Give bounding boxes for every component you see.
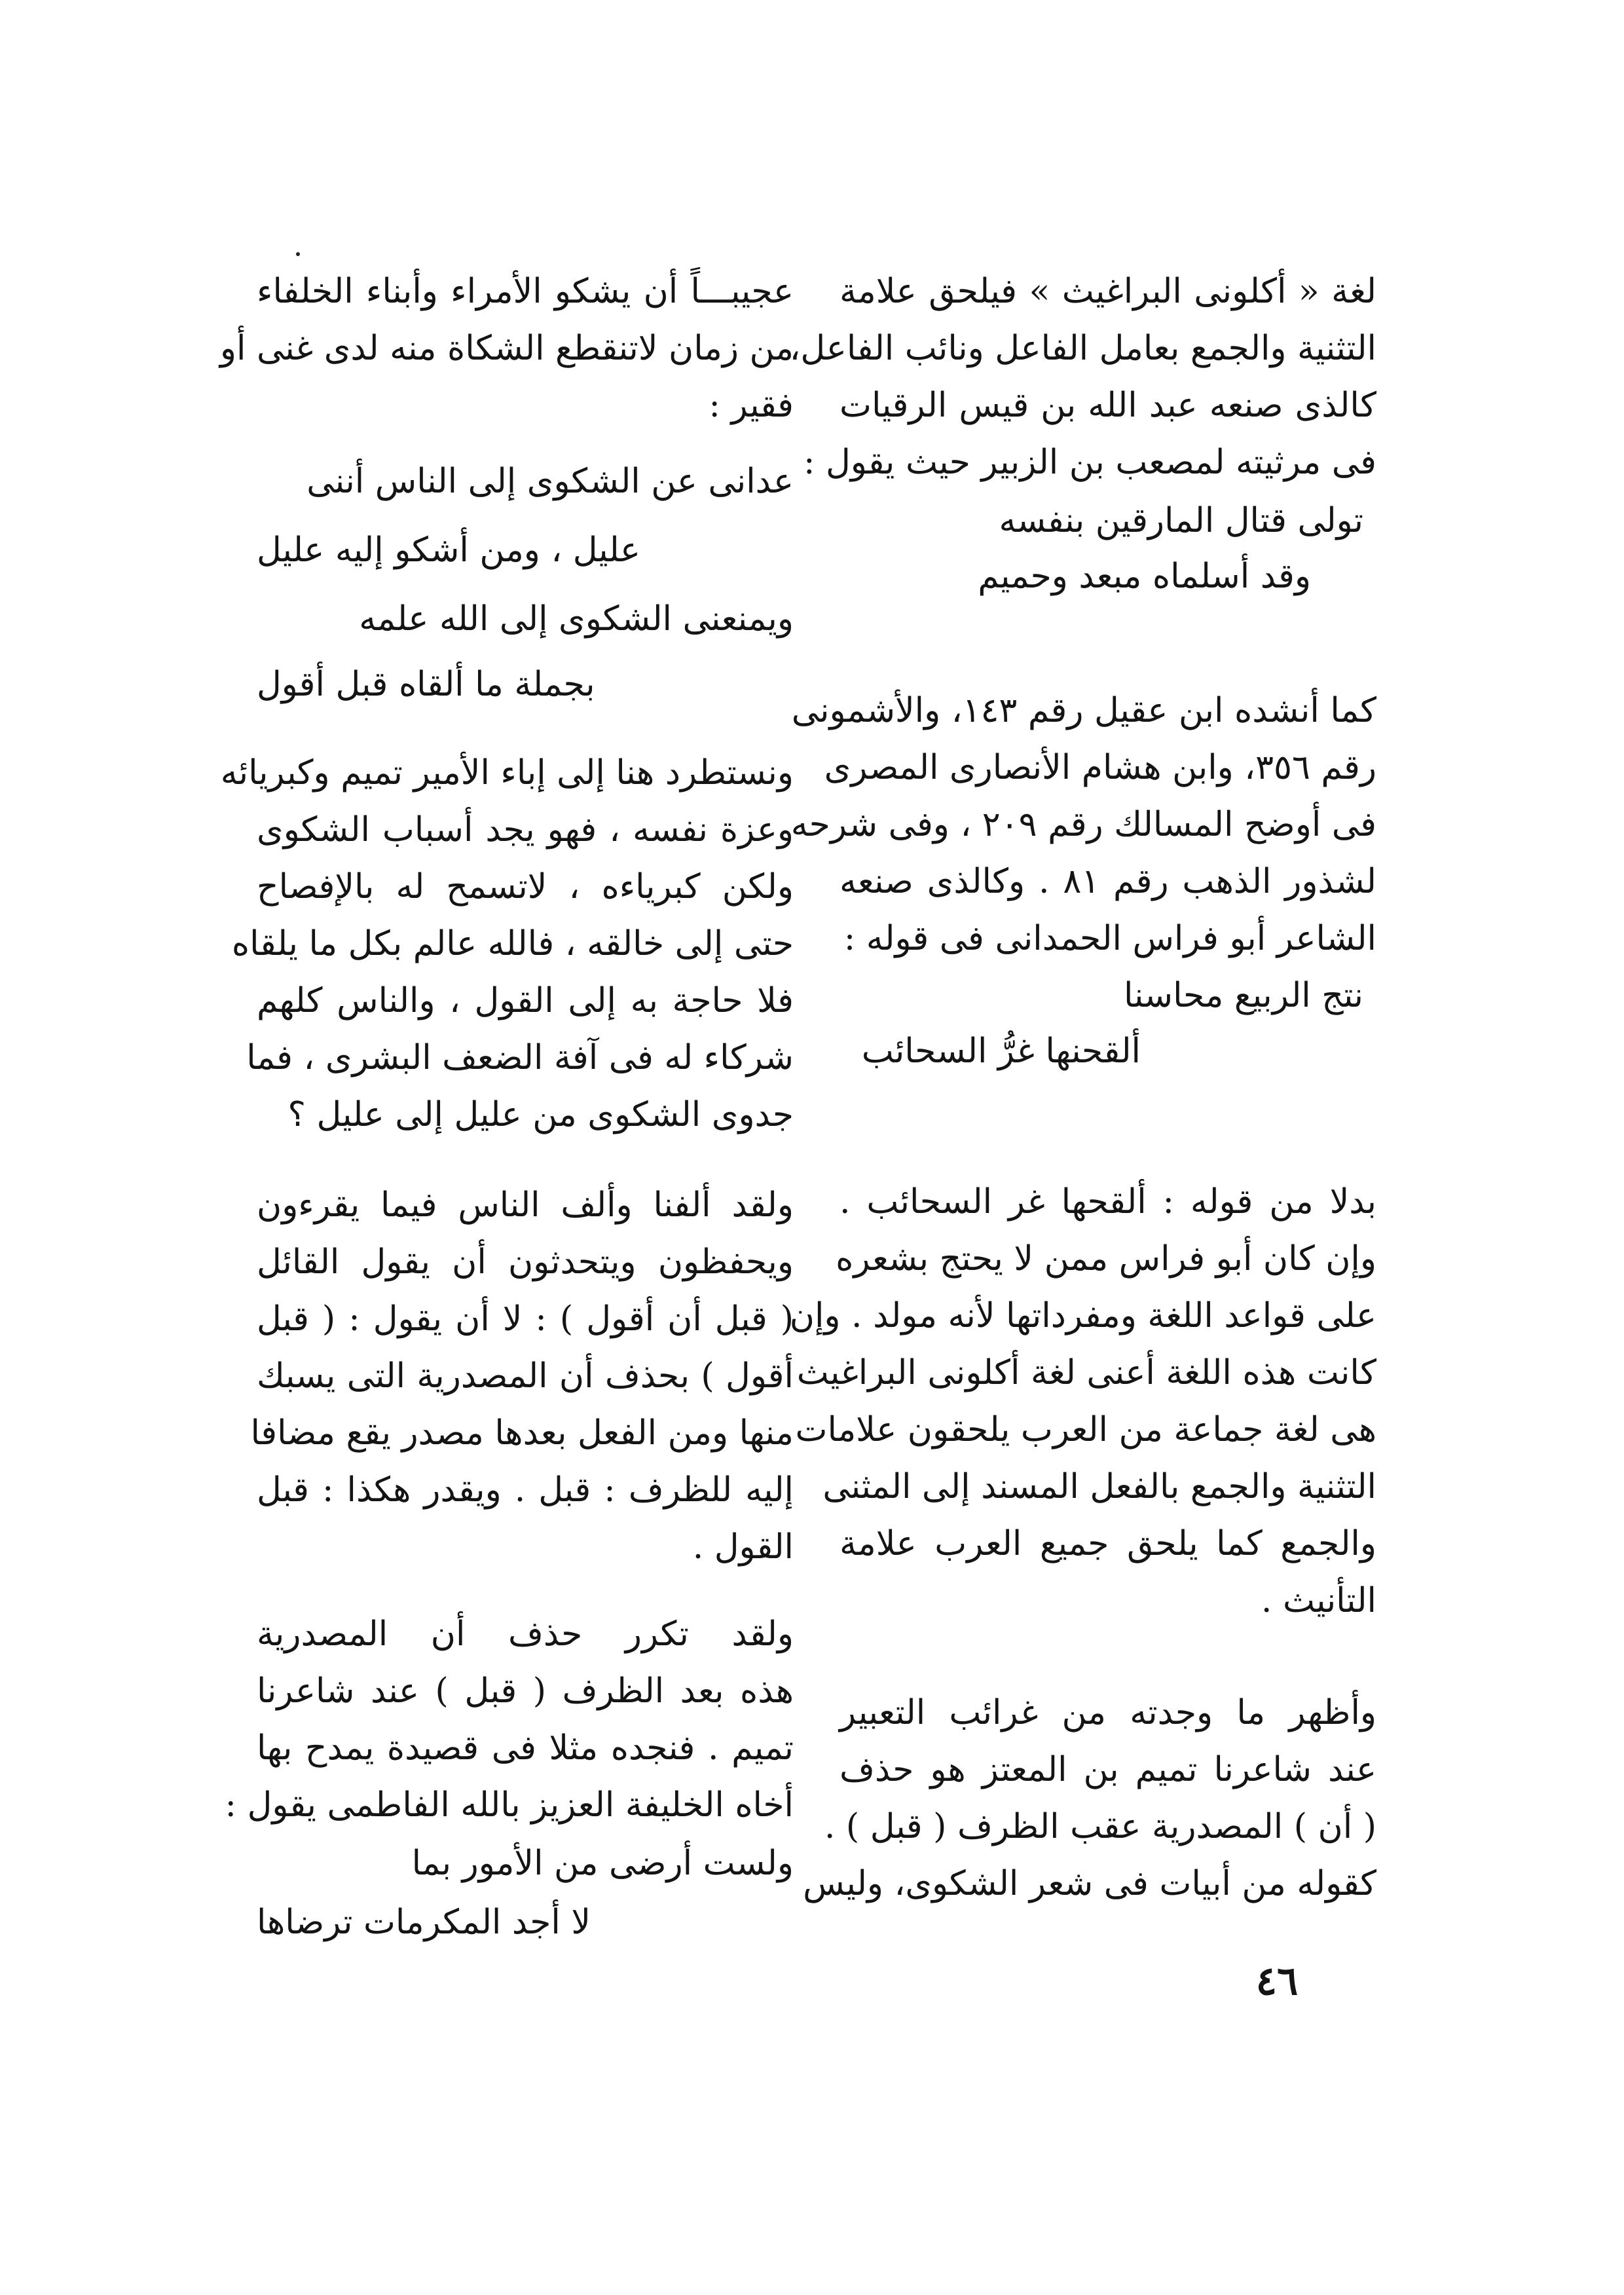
text-line: وإن كان أبو فراس ممن لا يحتج بشعره xyxy=(836,1239,1376,1278)
verse-hemistich: عدانى عن الشكوى إلى الناس أننى xyxy=(306,462,794,501)
text-line: لغة « أكلونى البراغيث » فيلحق علامة xyxy=(840,272,1376,311)
text-line: على قواعد اللغة ومفرداتها لأنه مولد . وإن xyxy=(789,1296,1376,1335)
text-line: حتى إلى خالقه ، فالله عالم بكل ما يلقاه xyxy=(231,924,794,963)
verse-hemistich: عليل ، ومن أشكو إليه عليل xyxy=(257,531,641,570)
text-line: كانت هذه اللغة أعنى لغة أكلونى البراغيث xyxy=(796,1353,1376,1392)
text-line: التثنية والجمع بعامل الفاعل ونائب الفاعل، xyxy=(789,329,1376,368)
text-line: والجمع كما يلحق جميع العرب علامة xyxy=(840,1524,1376,1563)
text-line: الشاعر أبو فراس الحمدانى فى قوله : xyxy=(843,919,1376,958)
text-line: فى مرثيته لمصعب بن الزبير حيث يقول : xyxy=(803,443,1376,482)
verse-hemistich: وقد أسلماه مبعد وحميم xyxy=(978,557,1311,596)
text-line: من زمان لاتنقطع الشكاة منه لدى غنى أو xyxy=(219,329,794,368)
text-line: ( أن ) المصدرية عقب الظرف ( قبل ) . xyxy=(824,1807,1376,1846)
text-line: ونستطرد هنا إلى إباء الأمير تميم وكبريائه xyxy=(220,753,794,793)
text-line: إليه للظرف : قبل . ويقدر هكذا : قبل xyxy=(257,1470,794,1510)
verse-hemistich: لا أجد المكرمات ترضاها xyxy=(257,1903,591,1942)
text-line: تميم . فنجده مثلا فى قصيدة يمدح بها xyxy=(257,1728,794,1768)
text-line: شركاء له فى آفة الضعف البشرى ، فما xyxy=(246,1038,794,1077)
text-line: كما أنشده ابن عقيل رقم ١٤٣، والأشمونى xyxy=(791,691,1376,730)
text-line: لشذور الذهب رقم ٨١ . وكالذى صنعه xyxy=(840,862,1377,901)
text-line: هذه بعد الظرف ( قبل ) عند شاعرنا xyxy=(257,1671,794,1711)
text-line: منها ومن الفعل بعدها مصدر يقع مضافا xyxy=(250,1413,794,1453)
text-line: رقم ٣٥٦، وابن هشام الأنصارى المصرى xyxy=(824,748,1376,787)
text-line: كالذى صنعه عبد الله بن قيس الرقيات xyxy=(840,386,1376,425)
verse-hemistich: تولى قتال المارقين بنفسه xyxy=(999,501,1363,540)
stray-ink-mark xyxy=(296,252,300,256)
text-line: عند شاعرنا تميم بن المعتز هو حذف xyxy=(840,1750,1376,1789)
text-line: فلا حاجة به إلى القول ، والناس كلهم xyxy=(257,981,794,1020)
verse-hemistich: ألقحنها غرُّ السحائب xyxy=(861,1032,1141,1071)
verse-hemistich: نتج الربيع محاسنا xyxy=(1124,976,1363,1015)
verse-hemistich: ويمنعنى الشكوى إلى الله علمه xyxy=(359,599,794,639)
text-line: عجيبـــاً أن يشكو الأمراء وأبناء الخلفاء xyxy=(257,272,794,311)
text-line: ولقد ألفنا وألف الناس فيما يقرءون xyxy=(257,1185,794,1225)
text-line: القول . xyxy=(692,1527,794,1567)
text-line: التأنيث . xyxy=(1261,1581,1376,1620)
verse-hemistich: ولست أرضى من الأمور بما xyxy=(411,1844,794,1883)
text-line: ولكن كبرياءه ، لاتسمح له بالإفصاح xyxy=(257,867,794,906)
text-line: ويحفظون ويتحدثون أن يقول القائل xyxy=(257,1242,794,1282)
verse-hemistich: بجملة ما ألقاه قبل أقول xyxy=(257,665,595,704)
text-line: أقول ) بحذف أن المصدرية التى يسبك xyxy=(257,1356,794,1396)
text-line: وعزة نفسه ، فهو يجد أسباب الشكوى xyxy=(257,810,794,849)
text-line: فى أوضح المسالك رقم ٢٠٩ ، وفى شرحه xyxy=(790,805,1376,844)
text-line: فقير : xyxy=(709,386,794,425)
text-line: ( قبل أن أقول ) : لا أن يقول : ( قبل xyxy=(257,1299,794,1339)
page-number: ٤٦ xyxy=(1255,1958,1299,2004)
text-line: بدلا من قوله : ألقحها غر السحائب . xyxy=(840,1182,1376,1222)
text-line: أخاه الخليفة العزيز بالله الفاطمى يقول : xyxy=(225,1785,794,1825)
text-line: وأظهر ما وجدته من غرائب التعبير xyxy=(840,1693,1376,1732)
text-line: هى لغة جماعة من العرب يلحقون علامات xyxy=(795,1410,1376,1449)
text-line: ولقد تكرر حذف أن المصدرية xyxy=(257,1614,794,1654)
text-line: كقوله من أبيات فى شعر الشكوى، وليس xyxy=(803,1864,1376,1903)
text-line: التثنية والجمع بالفعل المسند إلى المثنى xyxy=(822,1467,1376,1506)
text-line: جدوى الشكوى من عليل إلى عليل ؟ xyxy=(287,1095,794,1134)
